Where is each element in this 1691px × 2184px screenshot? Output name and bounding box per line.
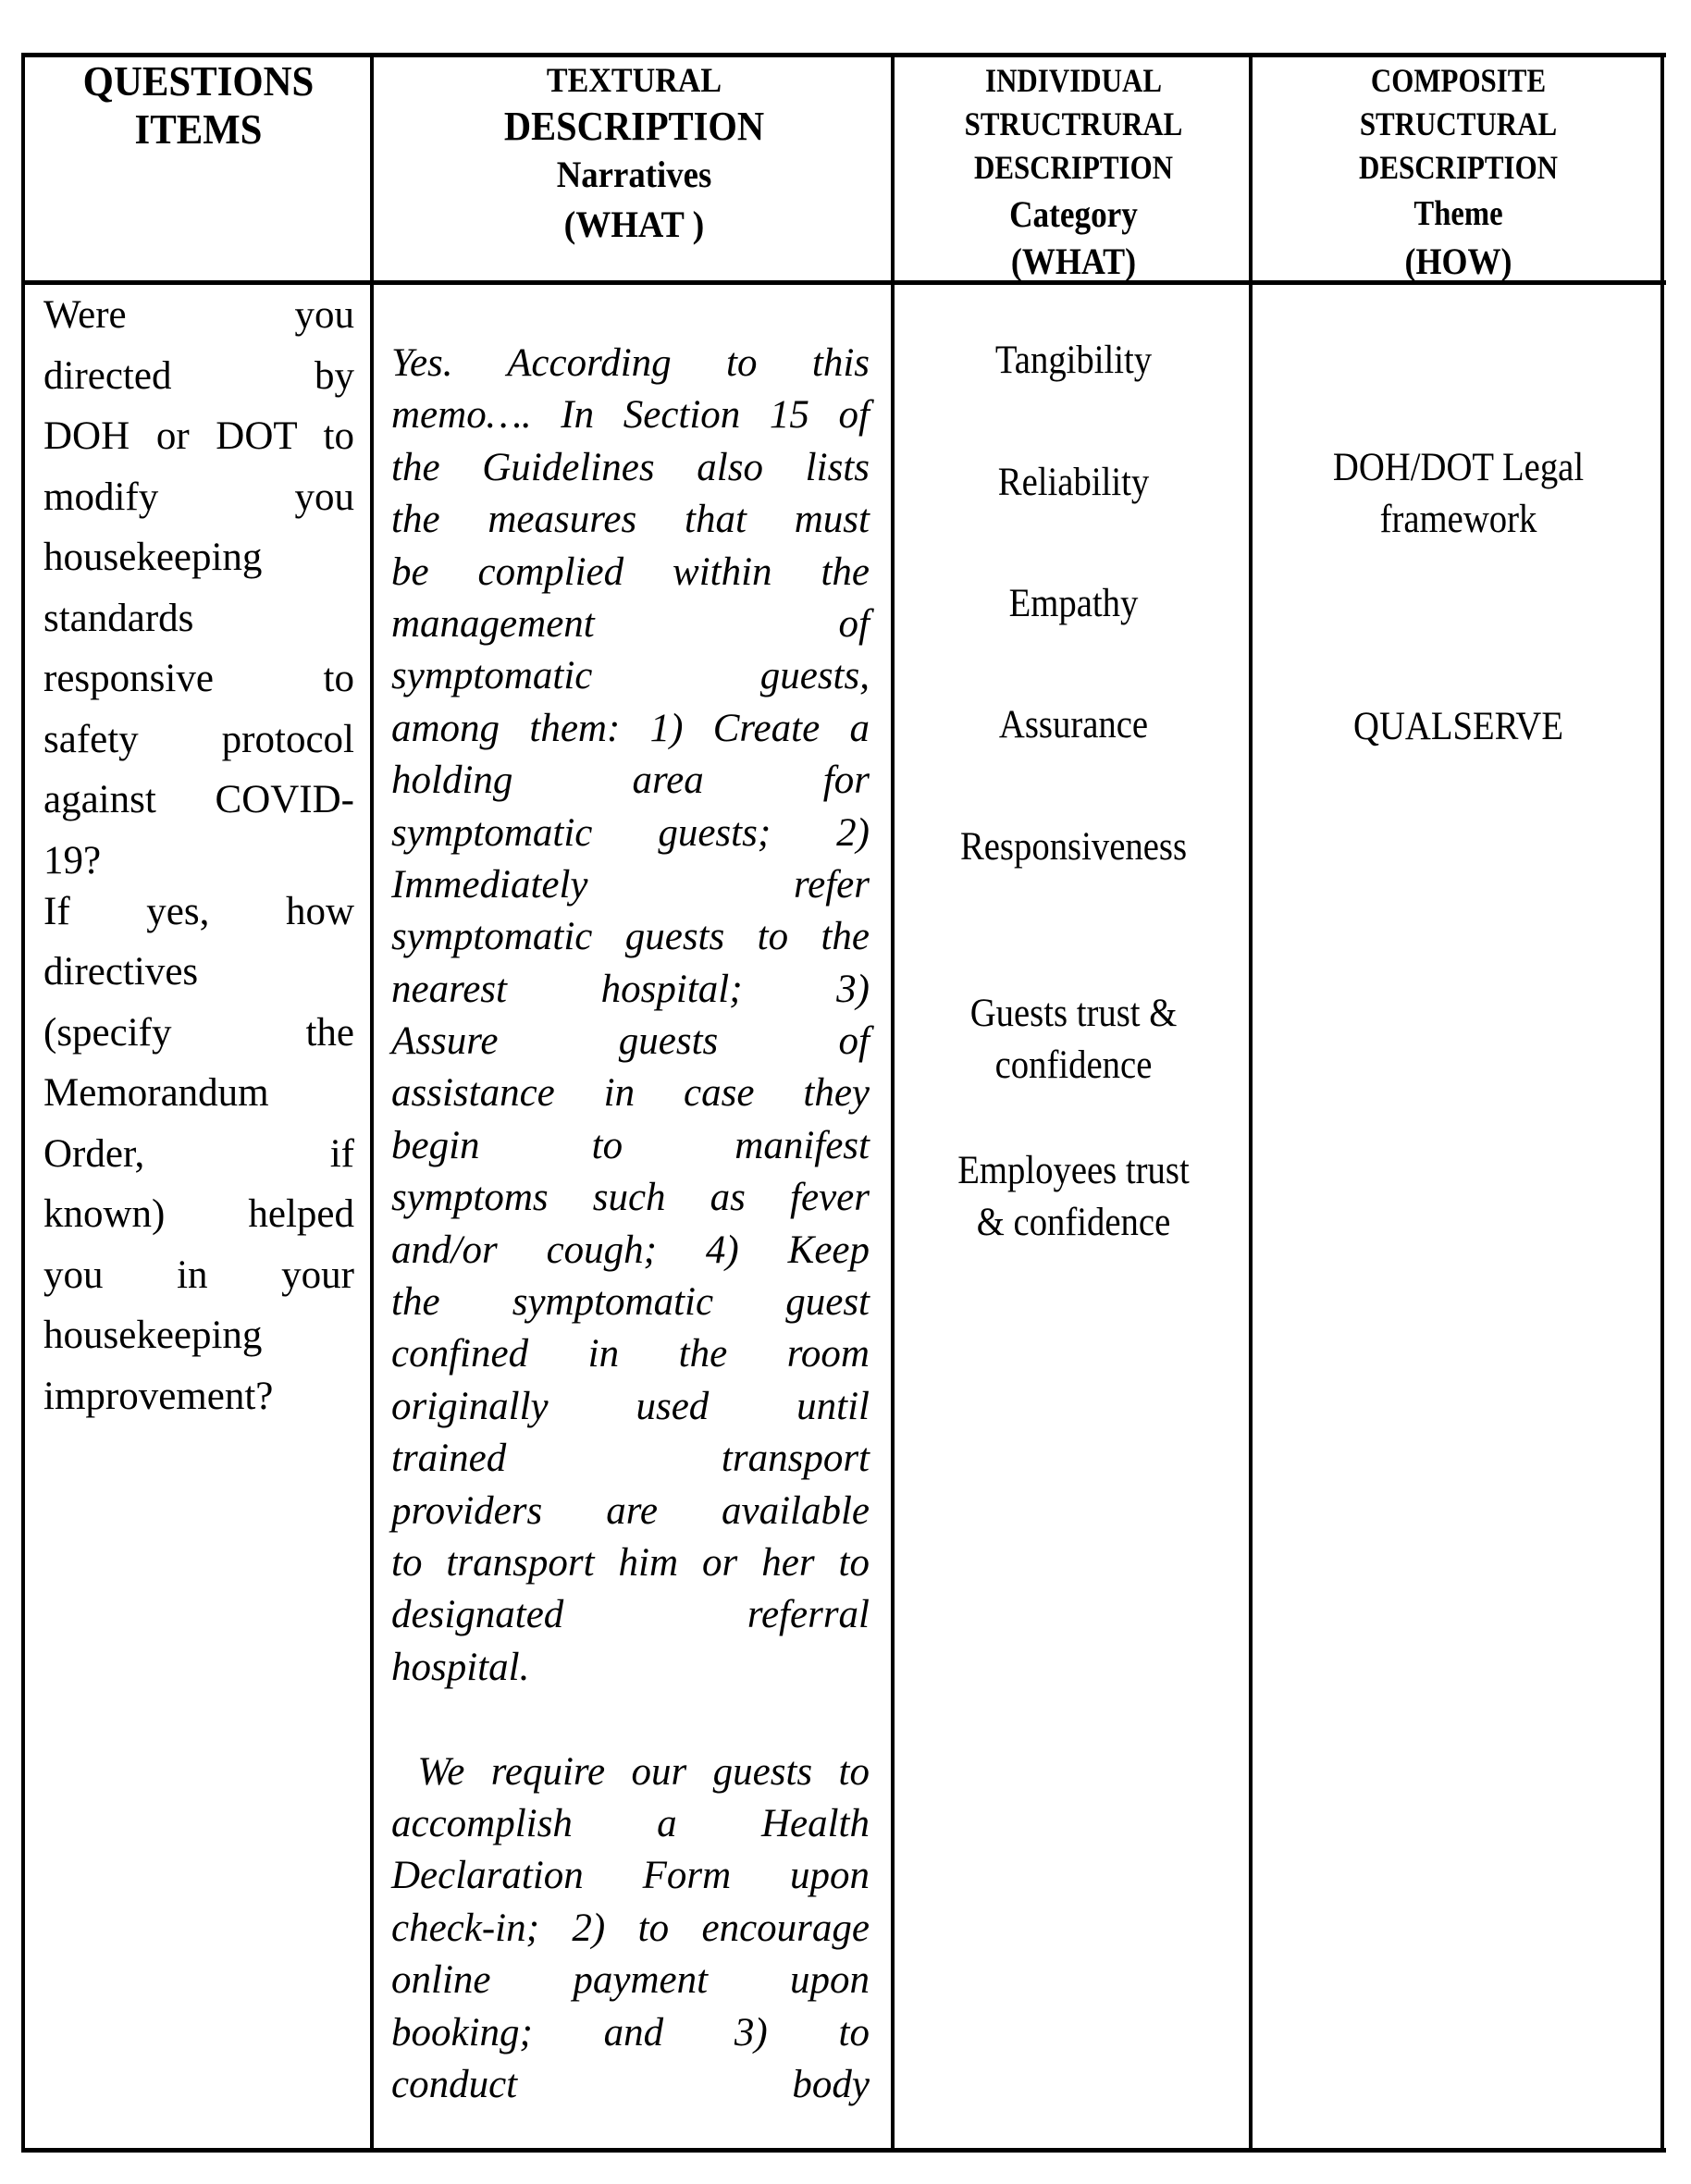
header-line: QUESTIONS	[82, 57, 315, 105]
narrative-line: be complied within the	[391, 549, 870, 594]
column-divider-1	[370, 53, 374, 2153]
header-line: STRUCTURAL	[1359, 105, 1558, 142]
narrative-line: assistance in case they	[391, 1071, 870, 1116]
narrative-line: symptomatic guests,	[391, 654, 870, 698]
narrative-line: Assure guests of	[391, 1019, 870, 1064]
column-divider-2	[891, 53, 895, 2153]
question-line: directives	[43, 950, 199, 993]
narrative-line: confined in the room	[391, 1332, 870, 1376]
question-line: DOH or DOT to	[43, 414, 354, 458]
question-line: modify you	[43, 475, 354, 519]
narrative-line: symptoms such as fever	[391, 1176, 870, 1220]
theme-label: QUALSERVE	[1353, 705, 1563, 748]
category-empathy	[896, 578, 1251, 630]
question-line: housekeeping	[43, 1314, 263, 1357]
theme-qualserve	[1254, 701, 1662, 753]
question-line: 19?	[43, 838, 102, 882]
narrative-line: to transport him or her to	[391, 1540, 870, 1585]
header-line: DESCRIPTION	[503, 104, 765, 149]
narrative-line: memo…. In Section 15 of	[391, 393, 870, 438]
narrative-line: hospital.	[391, 1645, 530, 1689]
question-line: improvement?	[43, 1374, 274, 1418]
narrative-line: Yes. According to this	[391, 341, 870, 385]
narrative-line: We require our guests to	[391, 1749, 870, 1794]
question-line: standards	[43, 596, 194, 640]
question-line: known) helped	[43, 1192, 354, 1236]
category-label: Assurance	[998, 703, 1149, 747]
question-line: Were you	[43, 293, 354, 337]
narrative-line: symptomatic guests; 2)	[391, 810, 870, 855]
category-label: Responsiveness	[959, 825, 1188, 869]
narrative-line: the measures that must	[391, 498, 870, 542]
narrative-line: management of	[391, 601, 870, 646]
narrative-line: the Guidelines also lists	[391, 445, 870, 489]
table-bottom-border	[21, 2148, 1666, 2153]
header-line: (WHAT )	[563, 204, 705, 245]
question-line: Order, if	[43, 1131, 354, 1176]
question-line: (specify the	[43, 1010, 354, 1055]
theme-label: framework	[1379, 498, 1537, 541]
category-label: Empathy	[1008, 582, 1139, 625]
header-line: INDIVIDUAL	[985, 62, 1162, 99]
header-line: STRUCTRURAL	[964, 105, 1183, 142]
table-left-border	[21, 53, 25, 2153]
theme-doh-dot-legal-framework	[1254, 442, 1662, 546]
table-right-border	[1660, 53, 1664, 2153]
narrative-line: online payment upon	[391, 1958, 870, 2003]
category-assurance	[896, 699, 1251, 751]
question-line: Memorandum	[43, 1071, 269, 1115]
category-label: Guests trust &	[969, 992, 1178, 1035]
category-reliability	[896, 457, 1251, 509]
category-guests-trust-confidence	[896, 988, 1251, 1092]
category-label: & confidence	[976, 1201, 1171, 1244]
category-label: Tangibility	[994, 339, 1153, 382]
header-line: Theme	[1413, 194, 1503, 233]
category-label: Employees trust	[957, 1149, 1190, 1192]
question-cell	[43, 285, 354, 1426]
category-label: Reliability	[997, 461, 1150, 504]
narrative-line: designated referral	[391, 1593, 870, 1637]
category-responsiveness	[896, 821, 1251, 873]
header-individual-structural-description	[896, 56, 1251, 283]
header-line: (HOW)	[1404, 241, 1512, 282]
category-employees-trust-confidence	[896, 1145, 1251, 1249]
question-line: If yes, how	[43, 889, 354, 933]
header-line: ITEMS	[134, 105, 263, 153]
narrative-line: booking; and 3) to	[391, 2010, 870, 2054]
header-line: COMPOSITE	[1370, 62, 1547, 99]
header-line: Category	[1009, 193, 1138, 235]
narrative-line: originally used until	[391, 1384, 870, 1428]
narrative-line: providers are available	[391, 1488, 870, 1533]
narrative-line: Declaration Form upon	[391, 1854, 870, 1898]
narrative-line: accomplish a Health	[391, 1801, 870, 1845]
header-textural-description	[376, 56, 893, 283]
narrative-line: begin to manifest	[391, 1123, 870, 1167]
question-line: safety protocol	[43, 717, 354, 761]
category-tangibility	[896, 335, 1251, 387]
paragraph-spacer	[391, 1694, 870, 1746]
question-line: you in your	[43, 1252, 354, 1297]
header-line: (WHAT)	[1010, 241, 1137, 282]
narrative-line: symptomatic guests to the	[391, 915, 870, 959]
question-line: against COVID-	[43, 778, 354, 821]
theme-label: DOH/DOT Legal	[1332, 446, 1585, 489]
narrative-line: the symptomatic guest	[391, 1280, 870, 1325]
narrative-cell	[391, 338, 870, 2111]
narrative-paragraph-1	[391, 338, 870, 1694]
question-line: responsive to	[43, 657, 354, 700]
header-line: TEXTURAL	[546, 62, 722, 100]
header-line: DESCRIPTION	[973, 149, 1174, 186]
narrative-line: check-in; 2) to encourage	[391, 1906, 870, 1950]
narrative-paragraph-2	[391, 1746, 870, 2112]
narrative-line: conduct body	[391, 2062, 870, 2106]
question-line: housekeeping	[43, 536, 263, 579]
header-composite-structural-description	[1254, 56, 1662, 283]
narrative-line: among them: 1) Create a	[391, 706, 870, 750]
header-line: DESCRIPTION	[1358, 149, 1559, 186]
narrative-line: trained transport	[391, 1437, 870, 1481]
narrative-line: Immediately refer	[391, 862, 870, 907]
narrative-line: holding area for	[391, 759, 870, 803]
header-questions-items	[25, 56, 372, 283]
category-label: confidence	[994, 1043, 1153, 1087]
header-line: Narratives	[556, 154, 712, 195]
question-line: directed by	[43, 353, 354, 398]
narrative-line: nearest hospital; 3)	[391, 967, 870, 1011]
narrative-line: and/or cough; 4) Keep	[391, 1228, 870, 1272]
